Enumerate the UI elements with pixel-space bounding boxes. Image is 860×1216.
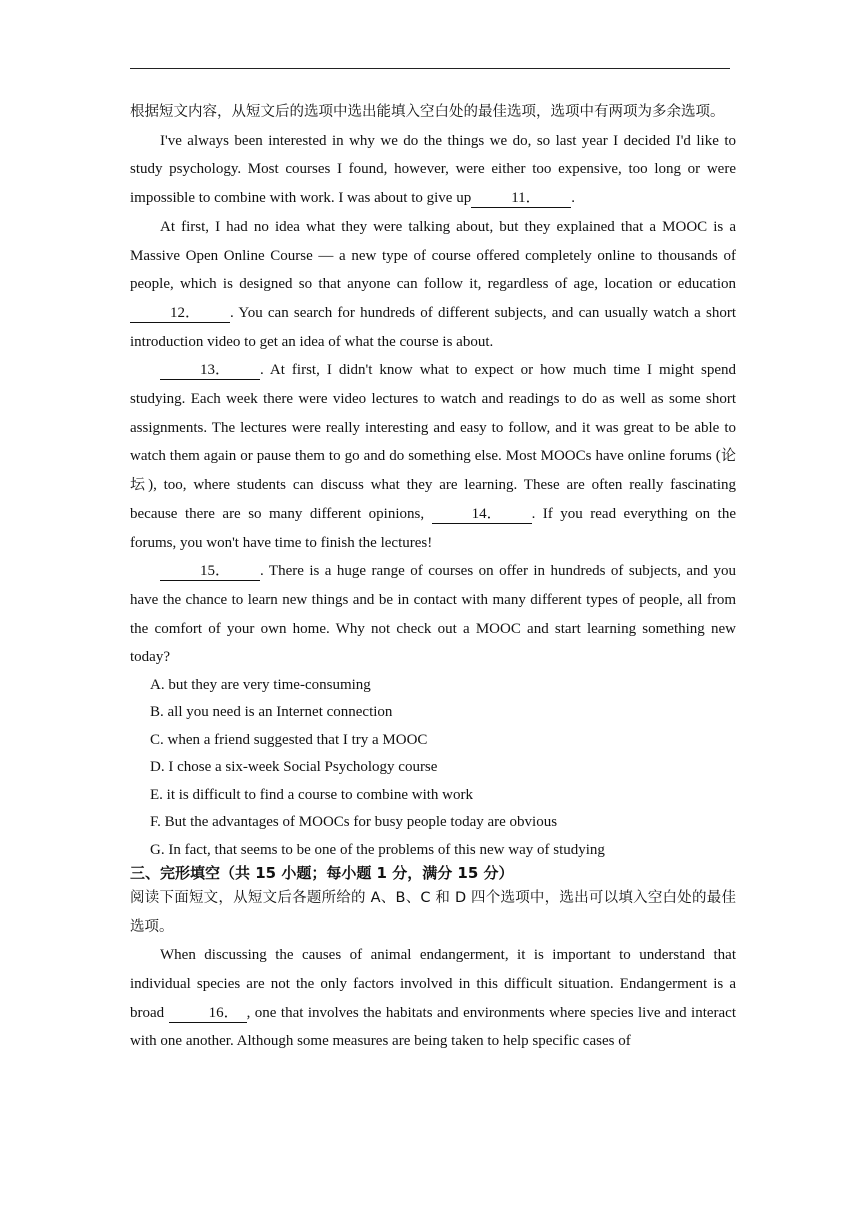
option-c: C. when a friend suggested that I try a MOOC <box>150 731 428 748</box>
section-two-instructions: 根据短文内容，从短文后的选项中选出能填入空白处的最佳选项，选项中有两项为多余选项。 <box>130 104 725 120</box>
paragraph-text: When discussing the causes of animal endangerment, it is important to understand that individual species are not the only factors involved in this difficult situation. Endangerment is a broad <box>130 947 736 1021</box>
blank-11: 11． <box>471 190 571 208</box>
option-f: F. But the advantages of MOOCs for busy people today are obvious <box>150 814 558 831</box>
section-three-instructions: 阅读下面短文，从短文后各题所给的 A、B、C 和 D 四个选项中，选出可以填入空白处的最佳选项。 <box>130 889 736 935</box>
page-content <box>130 98 736 1056</box>
paragraph-text: I've always been interested in why we do the things we do, so last year I decided I'd like to study psychology. Most courses I found, however, were either too expensive, too long or were impossible to combine with work. I was about to give up <box>130 132 736 207</box>
blank-12: 12． <box>130 305 230 323</box>
blank-16: 16． <box>169 1005 247 1023</box>
passage-paragraph-1 <box>130 127 736 213</box>
paragraph-text: . There is a huge range of courses on offer in hundreds of subjects, and you have the chance to learn new things and be in contact with many different types of people, all from the comfort of your own home. Why not check out a MOOC and start learning something new today? <box>130 563 736 666</box>
blank-15: 15． <box>160 563 260 581</box>
header-rule <box>130 68 730 69</box>
passage-paragraph-4 <box>130 557 736 672</box>
paragraph-text-after: . If you read everything on the forums, you won't have time to finish the lectures! <box>130 505 736 551</box>
passage-paragraph-2 <box>130 213 736 357</box>
passage-paragraph-3 <box>130 356 736 557</box>
blank-13: 13． <box>160 362 260 380</box>
blank-14: 14． <box>432 506 532 524</box>
cloze-paragraph-1 <box>130 941 736 1056</box>
paragraph-text-after: , one that involves the habitats and environments where species live and interact with one another. Although some measures are being taken to help specific cases of <box>130 1004 737 1050</box>
option-b: B. all you need is an Internet connection <box>150 704 393 721</box>
option-g: G. In fact, that seems to be one of the problems of this new way of studying <box>150 841 605 858</box>
option-d: D. I chose a six-week Social Psychology course <box>150 759 438 776</box>
section-three-heading: 三、完形填空（共 15 小题；每小题 1 分，满分 15 分） <box>130 863 514 882</box>
option-a: A. but they are very time-consuming <box>150 677 371 694</box>
paragraph-text: . At first, I didn't know what to expect or how much time I might spend studying. Each week there were video lectures to watch and readings to do as well as some short assignments. The lectures were really interesting and easy to follow, and it was great to be able to watch them again or pause them to go and do something else. Most MOOCs have online forums (论坛), too, where students can discuss what they are learning. These are often really fascinating because there are so many different opinions, <box>130 362 736 522</box>
option-e: E. it is difficult to find a course to combine with work <box>150 786 473 803</box>
paragraph-text-after: . <box>571 190 575 207</box>
paragraph-text-after: . You can search for hundreds of different subjects, and can usually watch a short introduction video to get an idea of what the course is about. <box>130 304 736 350</box>
paragraph-text: At first, I had no idea what they were talking about, but they explained that a MOOC is a Massive Open Online Course — a new type of course offered completely online to thousands of people, which is designed so that anyone can follow it, regardless of age, location or education <box>130 218 736 293</box>
